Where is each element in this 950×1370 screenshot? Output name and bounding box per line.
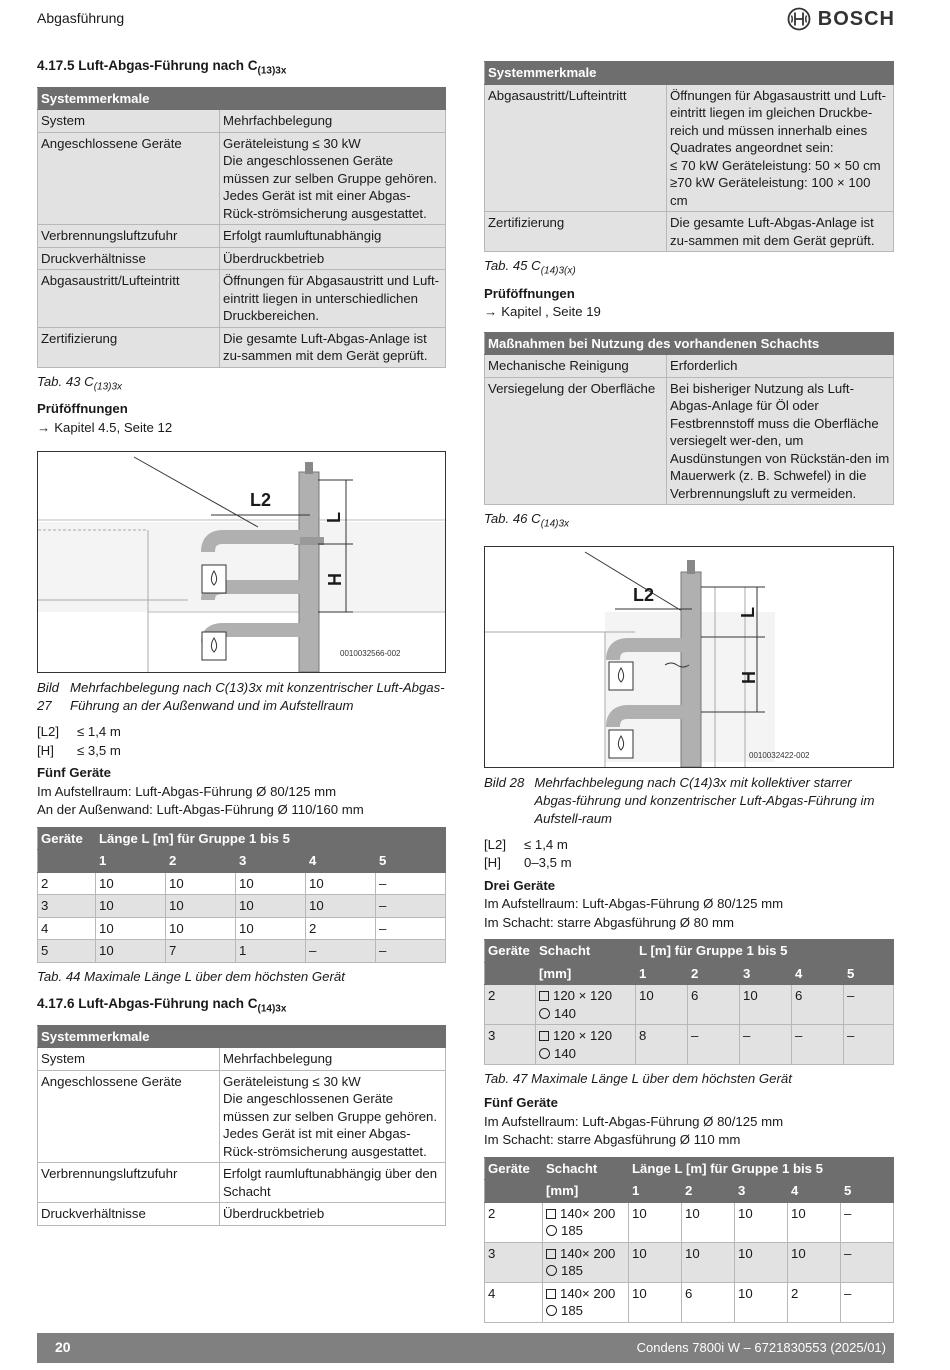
table-row: Zertifizierung Die gesamte Luft-Abgas-Anlage ist zu-sammen mit dem Gerät geprüft. <box>38 327 446 367</box>
figure-28 <box>484 546 894 768</box>
params-list <box>37 723 446 760</box>
five-title: Fünf Geräte <box>484 1095 559 1111</box>
param-row: [H] 0–3,5 m <box>484 855 572 871</box>
table-row: 2 10 10 10 10 – <box>38 872 446 895</box>
square-shaft-icon <box>539 991 549 1001</box>
pruef-ref[interactable]: → Kapitel 4.5, Seite 12 <box>37 419 173 435</box>
table-header: Systemmerkmale <box>38 1025 446 1048</box>
pruef-ref[interactable]: → Kapitel , Seite 19 <box>484 304 601 320</box>
five-line: Im Schacht: starre Abgasführung Ø 110 mm <box>484 1132 741 1148</box>
table-caption: Tab. 43 $C_{(13)3x}$ <box>37 373 123 393</box>
params-list <box>484 836 894 873</box>
table-row: 3 140× 200 185 10 10 10 10 – <box>485 1242 894 1282</box>
table-row: Druckverhältnisse Überdruckbetrieb <box>38 1203 446 1226</box>
param-row: [L2] ≤ 1,4 m <box>484 836 568 852</box>
label-l: L <box>738 606 758 618</box>
figure-28-drawing <box>485 547 894 768</box>
five-line: Im Aufstellraum: Luft-Abgas-Führung Ø 80/125 mm <box>37 783 337 799</box>
arrow-right-icon: → <box>484 304 498 320</box>
label-l: L <box>324 512 344 524</box>
table-row: Mechanische Reinigung Erforderlich <box>485 355 894 378</box>
table-43 <box>37 87 446 368</box>
table-row: System Mehrfachbelegung <box>38 1048 446 1071</box>
round-shaft-icon <box>546 1265 557 1276</box>
table-caption: Tab. 45 $C_{(14)3(x)}$ <box>484 258 576 277</box>
table-caption: Tab. 47 Maximale Länge L über dem höchsten Gerät <box>484 1071 792 1087</box>
figure-27 <box>37 451 446 673</box>
col-header: Geräte <box>38 827 96 850</box>
label-h: H <box>325 573 345 587</box>
pruef-title: Prüföffnungen <box>37 401 128 417</box>
arrow-right-icon: → <box>37 419 51 435</box>
square-shaft-icon <box>546 1249 556 1259</box>
square-shaft-icon <box>546 1209 556 1219</box>
table-row: Druckverhältnisse Überdruckbetrieb <box>38 247 446 270</box>
square-shaft-icon <box>546 1289 556 1299</box>
figure-code: 0010032422-002 <box>749 750 810 760</box>
round-shaft-icon <box>546 1305 557 1316</box>
five-line: An der Außenwand: Luft-Abgas-Führung Ø 110/160 mm <box>37 802 364 818</box>
three-line: Im Schacht: starre Abgasführung Ø 80 mm <box>484 914 734 930</box>
table-row: 2 140× 200 185 10 10 10 10 – <box>485 1202 894 1242</box>
square-shaft-icon <box>539 1031 549 1041</box>
col-header: Länge L [m] für Gruppe 1 bis 5 <box>96 827 446 850</box>
table-row: Versiegelung der Oberfläche Bei bisheriger Nutzung als Luft-Abgas-Anlage für Öl oder Festbrennstoff muss die Oberfläche versiegelt wer-den, um Ausdünstungen von Rückstän-den im Mauerwerk (z. B. Schwefel) in die Verbrennungsluft zu vermeiden. <box>485 377 894 505</box>
label-l2: L2 <box>250 490 272 511</box>
table-header: Systemmerkmale <box>38 87 446 110</box>
param-row: [H] ≤ 3,5 m <box>37 742 121 758</box>
table-row: Verbrennungsluftzufuhr Erfolgt raumluftunabhängig über den Schacht <box>38 1163 446 1203</box>
table-caption: Tab. 46 $C_{(14)3x}$ <box>484 511 570 530</box>
document-id: Condens 7800i W – 6721830553 (2025/01) <box>636 1340 886 1355</box>
table-row: 3 10 10 10 10 – <box>38 895 446 918</box>
table-row: 4 140× 200 185 10 6 10 2 – <box>485 1282 894 1322</box>
table-45-part1 <box>37 1025 446 1226</box>
table-48: Geräte Schacht Länge L [m] für Gruppe 1 bis 5 [mm] 1 2 3 4 5 2 140× 200 185 10 10 10 10 – 3 140× 200 185 10 10 10 10 – 4 140× 200 185 10 6 10 2 – <box>484 1157 894 1323</box>
brand-name: BOSCH <box>817 7 895 30</box>
right-column <box>484 61 894 1323</box>
figure-caption: Bild 27 Mehrfachbelegung nach C(13)3x mit konzentrischer Luft-Abgas-Führung an der Außenwand und im Aufstellraum <box>37 680 445 714</box>
pruef-title: Prüföffnungen <box>484 285 575 301</box>
figure-27-drawing <box>38 452 446 673</box>
table-row: Angeschlossene Geräte Geräteleistung ≤ 30 kW Die angeschlossenen Geräte müssen zur selben Gruppe gehören. Jedes Gerät ist mit einer Abgas-Rück-strömsicherung ausgestattet. <box>38 132 446 225</box>
table-caption: Tab. 44 Maximale Länge L über dem höchsten Gerät <box>37 968 345 984</box>
section-heading-4-17-6: 4.17.6 Luft-Abgas-Führung nach $C_{(14)3x}$ <box>37 995 287 1015</box>
table-44: Geräte Länge L [m] für Gruppe 1 bis 5 1 2 3 4 5 2 10 10 10 10 – 3 10 10 10 10 – 4 10 10 10 2 – 5 10 7 1 – – <box>37 827 446 963</box>
param-row: [L2] ≤ 1,4 m <box>37 724 121 740</box>
round-shaft-icon <box>539 1048 550 1059</box>
table-row: 5 10 7 1 – – <box>38 940 446 963</box>
table-row: Verbrennungsluftzufuhr Erfolgt raumluftunabhängig <box>38 225 446 248</box>
table-row: 2 120 × 120 140 10 6 10 6 – <box>485 985 894 1025</box>
table-row: Abgasaustritt/Lufteintritt Öffnungen für Abgasaustritt und Luft-eintritt liegen im gleichen Druckbe-reich und müssen innerhalb eines Quadrates angeordnet sein: ≤ 70 kW Geräteleistung: 50 × 50 cm ≥70 kW Geräteleistung: 100 × 100 cm <box>485 84 894 212</box>
five-title: Fünf Geräte <box>37 765 112 781</box>
table-47: Geräte Schacht L [m] für Gruppe 1 bis 5 [mm] 1 2 3 4 5 2 120 × 120 140 10 6 10 6 – 3 120 × 120 140 8 – – – – <box>484 939 894 1065</box>
figure-code: 0010032566-002 <box>340 649 401 659</box>
table-row: Abgasaustritt/Lufteintritt Öffnungen für Abgasaustritt und Luft-eintritt liegen in unterschiedlichen Druckbereichen. <box>38 270 446 328</box>
table-row: Zertifizierung Die gesamte Luft-Abgas-Anlage ist zu-sammen mit dem Gerät geprüft. <box>485 212 894 252</box>
left-column <box>37 58 446 1226</box>
table-header: Maßnahmen bei Nutzung des vorhandenen Schachts <box>485 332 894 355</box>
round-shaft-icon <box>546 1225 557 1236</box>
table-row: 4 10 10 10 2 – <box>38 917 446 940</box>
page-footer <box>37 1333 894 1363</box>
section-heading-4-17-5: 4.17.5 Luft-Abgas-Führung nach $C_{(13)3x}$ <box>37 58 287 77</box>
table-46 <box>484 332 894 506</box>
three-title: Drei Geräte <box>484 877 556 893</box>
five-line: Im Aufstellraum: Luft-Abgas-Führung Ø 80/125 mm <box>484 1113 784 1129</box>
table-row: Angeschlossene Geräte Geräteleistung ≤ 30 kW Die angeschlossenen Geräte müssen zur selben Gruppe gehören. Jedes Gerät ist mit einer Abgas-Rück-strömsicherung ausgestattet. <box>38 1070 446 1163</box>
table-row: System Mehrfachbelegung <box>38 110 446 133</box>
table-45-part2 <box>484 61 894 252</box>
running-header: Abgasführung <box>37 10 125 26</box>
table-row: 3 120 × 120 140 8 – – – – <box>485 1025 894 1065</box>
label-h: H <box>739 670 759 684</box>
page-number: 20 <box>55 1339 71 1355</box>
bosch-armature-icon <box>787 7 811 31</box>
label-l2: L2 <box>633 584 655 605</box>
table-header: Systemmerkmale <box>485 62 894 85</box>
three-line: Im Aufstellraum: Luft-Abgas-Führung Ø 80/125 mm <box>484 896 784 912</box>
figure-caption: Bild 28 Mehrfachbelegung nach C(14)3x mit kollektiver starrer Abgas-führung und konzentrischer Luft-Abgas-Führung im Aufstell-raum <box>484 774 875 826</box>
bosch-logo <box>787 7 895 31</box>
round-shaft-icon <box>539 1008 550 1019</box>
